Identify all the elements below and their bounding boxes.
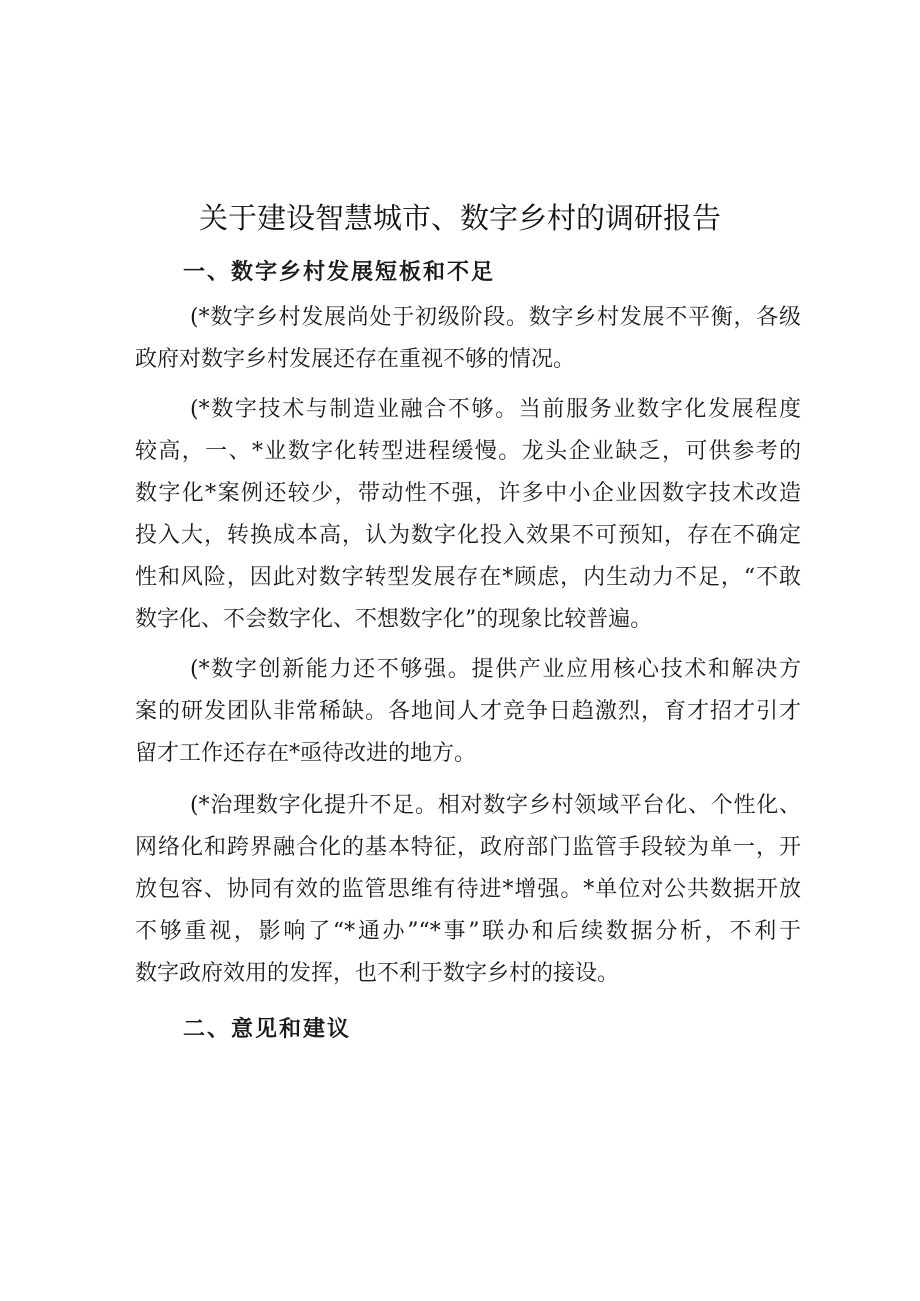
paragraph-line: (*治理数字化提升不足。相对数字乡村领域平台化、个性化、: [190, 793, 801, 818]
paragraph-line: 政府对数字乡村发展还存在重视不够的情况。: [135, 347, 576, 372]
paragraph-line: 留才工作还存在*亟待改进的地方。: [135, 741, 477, 766]
paragraph-line: (*数字技术与制造业融合不够。当前服务业数字化发展程度: [190, 397, 801, 422]
paragraph-line: 案的研发团队非常稀缺。各地间人才竞争日趋激烈，育才招才引才: [135, 699, 801, 724]
paragraph-line: 放包容、协同有效的监管思维有待进*增强。*单位对公共数据开放: [135, 877, 801, 902]
paragraph-line: 性和风险，因此对数字转型发展存在*顾虑，内生动力不足，“不敢: [135, 565, 801, 590]
paragraph-3: [135, 649, 801, 775]
document-title: 关于建设智慧城市、数字乡村的调研报告: [198, 201, 721, 235]
paragraph-line: 较高，一、*业数字化转型进程缓慢。龙头企业缺乏，可供参考的: [135, 439, 801, 464]
paragraph-1: [135, 297, 801, 381]
paragraph-line: (*数字创新能力还不够强。提供产业应用核心技术和解决方: [190, 657, 801, 682]
paragraph-line: 网络化和跨界融合化的基本特征，政府部门监管手段较为单一，开: [135, 835, 801, 860]
section-heading-1: 一、数字乡村发展短板和不足: [183, 259, 496, 285]
paragraph-4: [135, 785, 801, 995]
paragraph-line: 投入大，转换成本高，认为数字化投入效果不可预知，存在不确定: [135, 523, 801, 548]
section-heading-2: 二、意见和建议: [183, 1016, 352, 1042]
paragraph-2: [135, 389, 801, 641]
paragraph-line: 数字化、不会数字化、不想数字化”的现象比较普遍。: [135, 607, 653, 632]
paragraph-line: 数字政府效用的发挥，也不利于数字乡村的接设。: [135, 961, 620, 986]
paragraph-line: (*数字乡村发展尚处于初级阶段。数字乡村发展不平衡，各级: [190, 305, 801, 330]
paragraph-line: 不够重视，影响了“*通办”“*事”联办和后续数据分析，不利于: [135, 919, 801, 944]
paragraph-line: 数字化*案例还较少，带动性不强，许多中小企业因数字技术改造: [135, 481, 801, 506]
